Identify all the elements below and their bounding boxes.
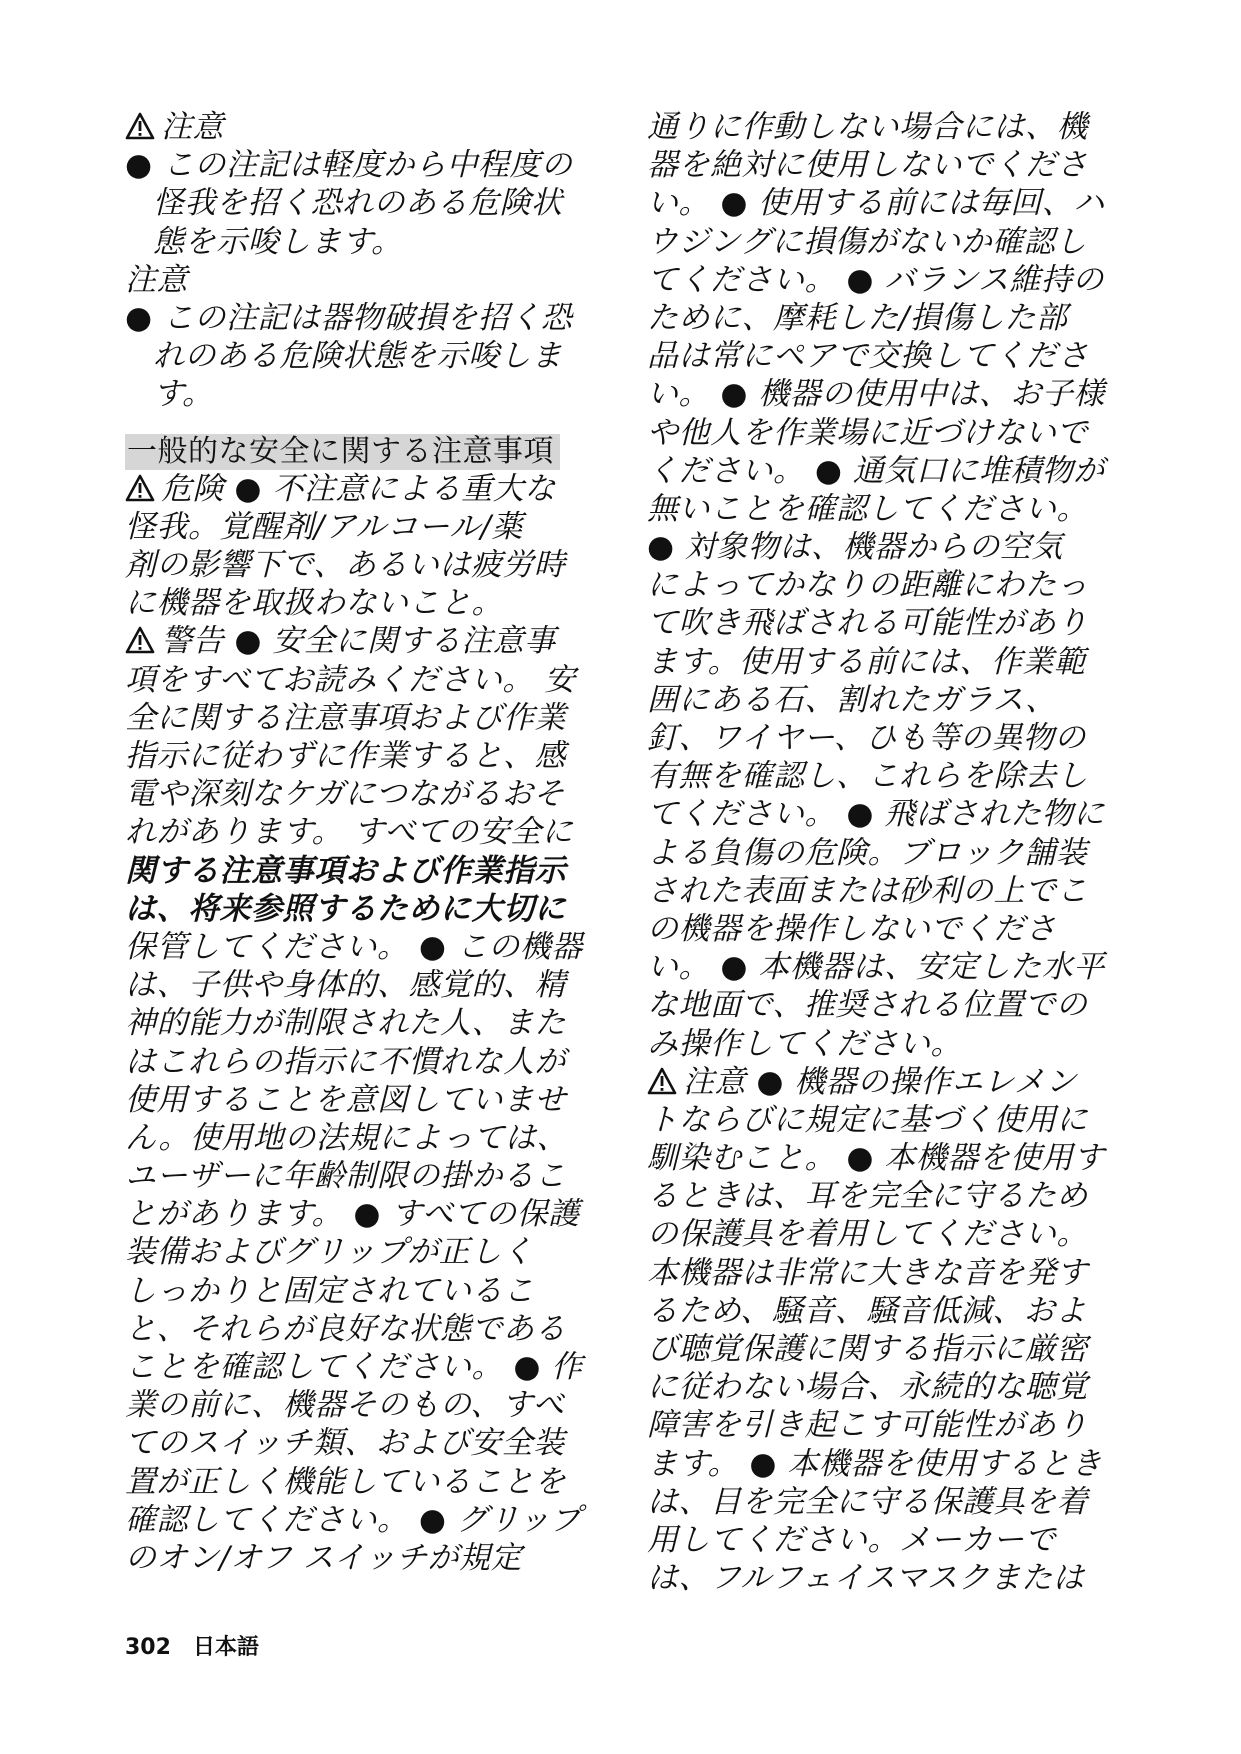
bullet-text: この注記は軽度から中程度の bbox=[162, 147, 573, 184]
notice-heading bbox=[125, 108, 603, 146]
bullet-text: この注記は器物破損を招く恐 bbox=[162, 299, 573, 336]
text-line bbox=[125, 1195, 603, 1233]
text-line bbox=[647, 452, 1125, 490]
line-text: 釘、ワイヤー、ひも等の異物の bbox=[647, 720, 1086, 756]
warning-triangle-icon bbox=[125, 626, 155, 654]
bullet-continuation-line bbox=[125, 223, 603, 261]
line-text: 項をすべてお読みください。 安 bbox=[125, 661, 576, 698]
text-line bbox=[125, 1119, 603, 1157]
line-text: 業の前に、機器そのもの、すべ bbox=[125, 1387, 565, 1424]
line-text: 怪我を招く恐れのある危険状 bbox=[153, 185, 563, 222]
left-column bbox=[125, 108, 603, 1577]
line-text: れがあります。 すべての安全に bbox=[125, 814, 574, 851]
line-text: み操作してください。 bbox=[647, 1025, 962, 1062]
line-text: ます。使用する前には、作業範 bbox=[647, 643, 1086, 680]
text-line bbox=[647, 643, 1125, 681]
text-line bbox=[647, 719, 1125, 757]
text-line bbox=[647, 948, 1125, 986]
line-text: のオン/オフ スイッチが規定 bbox=[125, 1539, 523, 1576]
line-text: 保管してください。 ● この機器 bbox=[125, 928, 583, 965]
text-line bbox=[125, 1539, 603, 1577]
line-text: と、それらが良好な状態である bbox=[125, 1310, 566, 1347]
text-line bbox=[647, 337, 1125, 375]
line-text: 関する注意事項および作業指示 bbox=[125, 852, 566, 889]
line-text: 怪我。覚醒剤/アルコール/薬 bbox=[125, 508, 524, 545]
line-text: 品は常にペアで交換してくださ bbox=[647, 338, 1089, 375]
line-text: な地面で、推奨される位置での bbox=[647, 987, 1088, 1024]
text-line bbox=[125, 1348, 603, 1386]
line-text: 馴染むこと。 ● 本機器を使用す bbox=[647, 1140, 1105, 1177]
text-line bbox=[125, 737, 603, 775]
text-line bbox=[647, 490, 1125, 528]
line-text: てください。 ● 飛ばされた物に bbox=[647, 796, 1105, 833]
line-text: ● 対象物は、機器からの空気 bbox=[647, 529, 1063, 566]
text-line bbox=[647, 1406, 1125, 1444]
text-line bbox=[125, 1081, 603, 1119]
line-text: に従わない場合、永続的な聴覚 bbox=[647, 1369, 1088, 1406]
line-text: す。 bbox=[153, 376, 214, 413]
line-text: るため、騒音、騒音低減、およ bbox=[647, 1292, 1087, 1329]
text-line bbox=[125, 546, 603, 584]
text-line bbox=[647, 1521, 1125, 1559]
line-text: 注意 ● 機器の操作エレメン bbox=[683, 1063, 1077, 1100]
text-line bbox=[647, 566, 1125, 604]
text-line bbox=[125, 661, 603, 699]
line-text: 無いことを確認してください。 bbox=[647, 490, 1088, 527]
text-line bbox=[125, 508, 603, 546]
text-line bbox=[647, 1254, 1125, 1292]
text-line bbox=[647, 986, 1125, 1024]
page-footer bbox=[125, 1630, 259, 1661]
text-line bbox=[647, 1215, 1125, 1253]
text-line bbox=[647, 184, 1125, 222]
line-text: によってかなりの距離にわたっ bbox=[647, 567, 1088, 604]
line-text: に機器を取扱わないこと。 bbox=[125, 585, 503, 622]
warning-line bbox=[647, 1063, 1125, 1101]
line-text: トならびに規定に基づく使用に bbox=[647, 1101, 1088, 1138]
text-line bbox=[647, 1445, 1125, 1483]
right-column bbox=[647, 108, 1125, 1597]
line-text: 装備およびグリップが正しく bbox=[125, 1234, 534, 1271]
line-text: ん。使用地の法規によっては、 bbox=[125, 1119, 568, 1156]
text-line bbox=[647, 757, 1125, 795]
text-line bbox=[647, 1139, 1125, 1177]
line-text: は、フルフェイスマスクまたは bbox=[647, 1560, 1085, 1597]
line-text: の機器を操作しないでくださ bbox=[647, 910, 1057, 947]
line-text: 器を絶対に使用しないでくださ bbox=[647, 147, 1088, 184]
text-line bbox=[647, 414, 1125, 452]
text-line bbox=[647, 108, 1125, 146]
text-line bbox=[647, 1292, 1125, 1330]
line-text: ください。 ● 通気口に堆積物が bbox=[647, 452, 1105, 489]
line-text: ために、摩耗した/損傷した部 bbox=[647, 299, 1068, 336]
text-line bbox=[647, 1177, 1125, 1215]
text-line bbox=[125, 1272, 603, 1310]
line-text: 通りに作動しない場合には、機 bbox=[647, 109, 1088, 145]
spacer bbox=[125, 414, 603, 432]
line-text: 障害を引き起こす可能性があり bbox=[647, 1407, 1088, 1444]
line-text: 確認してください。 ● グリップ bbox=[125, 1501, 582, 1538]
text-line bbox=[125, 1501, 603, 1539]
text-line bbox=[125, 813, 603, 851]
text-line bbox=[647, 681, 1125, 719]
text-line bbox=[647, 261, 1125, 299]
line-text: 警告 ● 安全に関する注意事 bbox=[161, 623, 556, 660]
text-line bbox=[125, 852, 603, 890]
line-text: び聴覚保護に関する指示に厳密 bbox=[647, 1331, 1088, 1367]
line-text: は、将来参照するために大切に bbox=[125, 890, 566, 927]
text-line bbox=[647, 795, 1125, 833]
text-line bbox=[125, 699, 603, 737]
line-text: 使用することを意図していませ bbox=[125, 1081, 566, 1118]
text-line bbox=[125, 1386, 603, 1424]
text-line bbox=[647, 1101, 1125, 1139]
line-text: 剤の影響下で、あるいは疲労時 bbox=[125, 547, 566, 584]
footer-language: 日本語 bbox=[192, 1635, 259, 1660]
text-line bbox=[125, 890, 603, 928]
text-line bbox=[647, 1025, 1125, 1063]
line-text: 注意 bbox=[161, 109, 224, 145]
line-text: 囲にある石、割れたガラス、 bbox=[647, 681, 1057, 718]
line-text: てください。 ● バランス維持の bbox=[647, 261, 1104, 298]
bullet-line bbox=[125, 299, 603, 337]
line-text: 指示に従わずに作業すると、感 bbox=[125, 738, 566, 774]
text-line bbox=[125, 1004, 603, 1042]
page-number: 302 bbox=[125, 1635, 171, 1660]
line-text: ます。 ● 本機器を使用するとき bbox=[647, 1445, 1103, 1482]
line-text: よる負傷の危険。ブロック舗装 bbox=[647, 834, 1088, 871]
warning-triangle-icon bbox=[647, 1067, 677, 1095]
line-text: や他人を作業場に近づけないで bbox=[647, 414, 1088, 451]
notice-heading bbox=[125, 261, 603, 299]
line-text: 本機器は非常に大きな音を発す bbox=[647, 1254, 1088, 1291]
line-text: は、目を完全に守る保護具を着 bbox=[647, 1483, 1088, 1520]
text-line bbox=[647, 1483, 1125, 1521]
section-heading-line bbox=[125, 432, 603, 470]
text-line bbox=[125, 775, 603, 813]
warning-line bbox=[125, 622, 603, 660]
bullet-icon: ● bbox=[125, 299, 163, 336]
line-text: て吹き飛ばされる可能性があり bbox=[647, 605, 1088, 642]
line-text: 態を示唆します。 bbox=[153, 223, 403, 260]
text-line bbox=[647, 299, 1125, 337]
text-line bbox=[647, 1330, 1125, 1368]
text-line bbox=[647, 528, 1125, 566]
line-text: い。 ● 本機器は、安定した水平 bbox=[647, 949, 1105, 986]
text-line bbox=[125, 1310, 603, 1348]
text-line bbox=[647, 1559, 1125, 1597]
bullet-line bbox=[125, 146, 603, 184]
text-line bbox=[125, 1463, 603, 1501]
line-text: 注意 bbox=[125, 261, 188, 298]
text-line bbox=[647, 223, 1125, 261]
line-text: 電や深刻なケガにつながるおそ bbox=[125, 776, 565, 813]
text-line bbox=[647, 604, 1125, 642]
bullet-continuation-line bbox=[125, 375, 603, 413]
text-line bbox=[125, 1157, 603, 1195]
text-line bbox=[647, 872, 1125, 910]
line-text: 危険 ● 不注意による重大な bbox=[161, 470, 556, 507]
line-text: は、子供や身体的、感覚的、精 bbox=[125, 967, 566, 1004]
bullet-continuation-line bbox=[125, 184, 603, 222]
line-text: はこれらの指示に不慣れな人が bbox=[125, 1043, 566, 1080]
text-line bbox=[647, 146, 1125, 184]
text-line bbox=[647, 910, 1125, 948]
warning-line bbox=[125, 470, 603, 508]
line-text: 神的能力が制限された人、また bbox=[125, 1005, 566, 1042]
text-line bbox=[647, 1368, 1125, 1406]
warning-triangle-icon bbox=[125, 474, 155, 502]
line-text: された表面または砂利の上でこ bbox=[647, 872, 1088, 909]
line-text: るときは、耳を完全に守るため bbox=[647, 1178, 1088, 1215]
text-line bbox=[647, 375, 1125, 413]
line-text: とがあります。 ● すべての保護 bbox=[125, 1196, 580, 1233]
text-line bbox=[125, 1424, 603, 1462]
line-text: れのある危険状態を示唆しま bbox=[153, 338, 563, 375]
line-text: しっかりと固定されているこ bbox=[125, 1272, 535, 1309]
line-text: 全に関する注意事項および作業 bbox=[125, 699, 566, 736]
bullet-icon: ● bbox=[125, 147, 163, 184]
line-text: 有無を確認し、これらを除去し bbox=[647, 758, 1088, 795]
text-line bbox=[125, 584, 603, 622]
text-line bbox=[647, 834, 1125, 872]
warning-triangle-icon bbox=[125, 112, 155, 140]
text-line bbox=[125, 928, 603, 966]
line-text: 用してください。メーカーで bbox=[647, 1521, 1056, 1558]
line-text: てのスイッチ類、および安全装 bbox=[125, 1425, 565, 1462]
text-line bbox=[125, 1043, 603, 1081]
line-text: ユーザーに年齢制限の掛かるこ bbox=[125, 1158, 566, 1195]
bullet-continuation-line bbox=[125, 337, 603, 375]
line-text: の保護具を着用してください。 bbox=[647, 1216, 1088, 1253]
line-text: ことを確認してください。 ● 作 bbox=[125, 1349, 583, 1385]
section-heading: 一般的な安全に関する注意事項 bbox=[125, 434, 560, 470]
line-text: ウジングに損傷がないか確認し bbox=[647, 223, 1087, 260]
line-text: 置が正しく機能していることを bbox=[125, 1463, 566, 1500]
text-line bbox=[125, 1233, 603, 1271]
line-text: い。 ● 機器の使用中は、お子様 bbox=[647, 376, 1105, 413]
text-line bbox=[125, 966, 603, 1004]
line-text: い。 ● 使用する前には毎回、ハ bbox=[647, 185, 1105, 222]
